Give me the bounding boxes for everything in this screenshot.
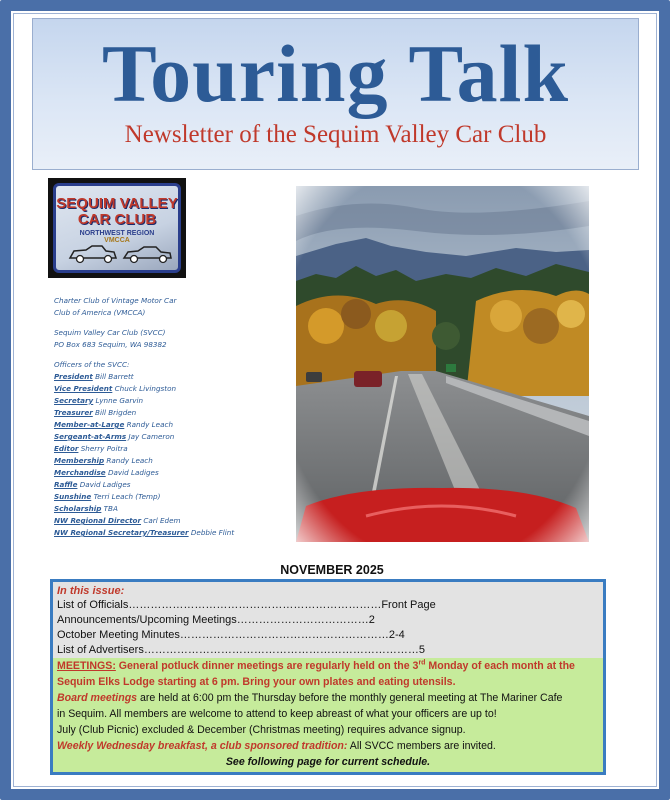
officers-heading: Officers of the SVCC:: [54, 360, 130, 369]
officer-row: [54, 479, 284, 491]
officer-name: Chuck Livingston: [114, 384, 177, 393]
newsletter-subtitle: Newsletter of the Sequim Valley Car Club: [124, 121, 547, 148]
toc-item: Announcements/Upcoming Meetings………………………………2: [57, 614, 375, 626]
meetings-text-b: Monday of each month at the: [425, 660, 575, 672]
officer-row: [54, 491, 284, 503]
meetings-text-a: General potluck dinner meetings are regularly held on the 3: [115, 660, 419, 672]
officer-name: Debbie Flint: [190, 528, 235, 537]
officer-role: Secretary: [54, 396, 94, 405]
officer-name: Bill Brigden: [95, 408, 137, 417]
officer-name: Randy Leach: [126, 420, 174, 429]
officer-name: David Ladiges: [107, 468, 159, 477]
officer-row: [54, 515, 284, 527]
meetings-location: Sequim Elks Lodge starting at 6 pm. Bring your own plates and eating utensils.: [57, 676, 456, 688]
issue-date: NOVEMBER 2025: [280, 563, 384, 577]
officer-row: [54, 443, 284, 455]
officer-role: Treasurer: [54, 408, 93, 417]
officer-role: Membership: [54, 456, 105, 465]
in-this-issue-heading: In this issue:: [57, 585, 125, 597]
officer-name: Randy Leach: [106, 456, 153, 465]
cover-photo: [296, 186, 589, 542]
officer-row: [54, 419, 284, 431]
july-december-note: July (Club Picnic) excluded & December (Christmas meeting) requires advance signup.: [57, 724, 466, 736]
officer-row: [54, 455, 284, 467]
meetings-sup: rd: [418, 659, 426, 667]
schedule-note: See following page for current schedule.: [225, 756, 431, 768]
board-line-2: in Sequim. All members are welcome to attend to keep abreast of what your officers are up to!: [57, 708, 497, 720]
officer-name: Bill Barrett: [95, 372, 134, 381]
meetings-notice: [57, 658, 599, 674]
officer-row: [54, 503, 284, 515]
charter-line-2: Club of America (VMCCA): [54, 308, 146, 317]
officer-row: [54, 431, 284, 443]
officer-role: Vice President: [54, 384, 113, 393]
officer-name: David Ladiges: [79, 480, 131, 489]
officer-name: Carl Edem: [143, 516, 181, 525]
officer-name: Terri Leach (Temp): [93, 492, 161, 501]
officer-role: Raffle: [54, 480, 78, 489]
logo-line-1: SEQUIM VALLEY: [56, 195, 178, 212]
officer-name: Sherry Poitra: [80, 444, 128, 453]
officer-role: President: [54, 372, 93, 381]
board-label: Board meetings: [57, 692, 138, 704]
officer-role: Editor: [54, 444, 79, 453]
board-line-1: are held at 6:00 pm the Thursday before the monthly general meeting at The Mariner Cafe: [137, 692, 563, 704]
officer-row: [54, 527, 284, 539]
vintage-cars-icon: [66, 242, 174, 264]
toc-item: List of Officials……………………………………………………………Front Page: [57, 599, 436, 611]
officer-row: [54, 467, 284, 479]
in-this-issue-box: [50, 579, 606, 775]
logo-region: NORTHWEST REGION: [79, 230, 155, 237]
toc-item: October Meeting Minutes…………………………………………………2-4: [57, 629, 405, 641]
officer-role: NW Regional Secretary/Treasurer: [54, 528, 189, 537]
meetings-label: MEETINGS:: [57, 660, 116, 672]
logo-line-2: CAR CLUB: [77, 211, 157, 228]
officer-row: [54, 407, 284, 419]
meeting-notices: [53, 658, 603, 772]
officer-name: Jay Cameron: [128, 432, 175, 441]
officer-role: Sergeant-at-Arms: [54, 432, 127, 441]
toc-item: List of Advertisers…………………………………………………………………5: [57, 644, 425, 656]
masthead: [32, 18, 639, 170]
newsletter-title: Touring Talk: [101, 28, 570, 119]
officer-name: Lynne Garvin: [95, 396, 144, 405]
breakfast-notice: [57, 738, 599, 754]
officer-role: Merchandise: [54, 468, 106, 477]
officer-list: [54, 371, 284, 539]
breakfast-label: Weekly Wednesday breakfast, a club sponsored tradition:: [57, 740, 348, 752]
officer-role: Sunshine: [54, 492, 92, 501]
officer-role: NW Regional Director: [54, 516, 142, 525]
officer-name: TBA: [103, 504, 118, 513]
officers-column: [54, 295, 284, 539]
officer-role: Member-at-Large: [54, 420, 125, 429]
officer-row: [54, 383, 284, 395]
breakfast-text: All SVCC members are invited.: [347, 740, 496, 752]
charter-line-1: Charter Club of Vintage Motor Car: [54, 296, 177, 305]
officer-role: Scholarship: [54, 504, 102, 513]
officer-row: [54, 395, 284, 407]
logo-abbr: VMCCA: [104, 237, 130, 244]
club-address: PO Box 683 Sequim, WA 98382: [54, 340, 167, 349]
officer-row: [54, 371, 284, 383]
club-name: Sequim Valley Car Club (SVCC): [54, 328, 166, 337]
club-logo: [48, 178, 186, 278]
board-meetings-notice: [57, 690, 599, 706]
